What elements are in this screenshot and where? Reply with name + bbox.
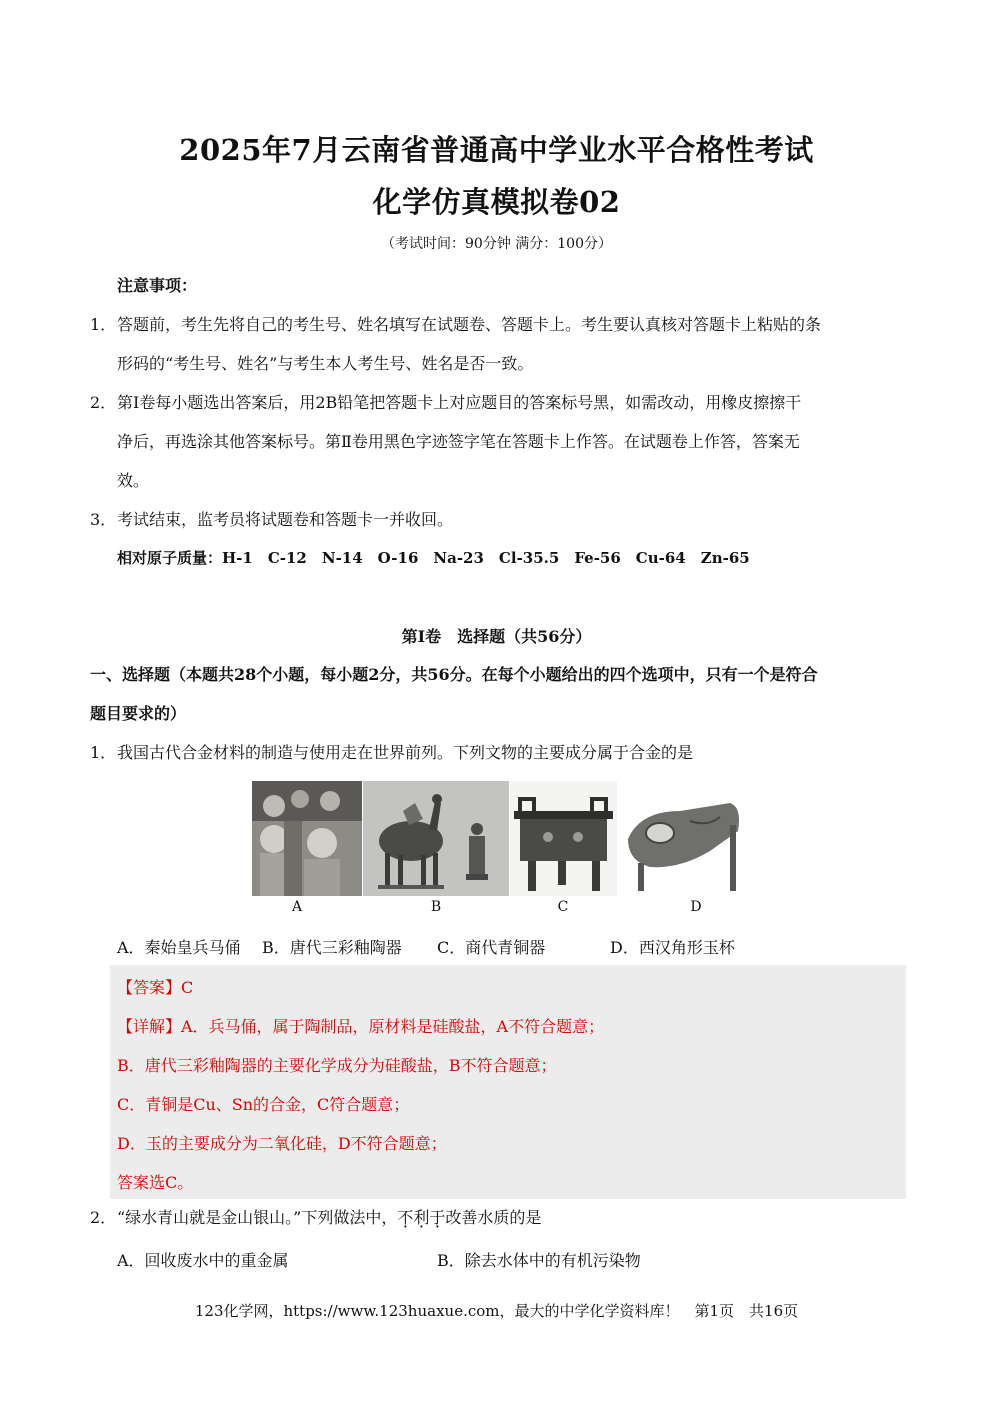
q1-explanation-2: B．唐代三彩釉陶器的主要化学成分为硅酸盐，B不符合题意； bbox=[117, 1056, 557, 1075]
q2-emph-3: 于 bbox=[429, 1208, 446, 1227]
q1-conclusion: 答案选C。 bbox=[117, 1173, 194, 1192]
q2-number: 2． bbox=[90, 1208, 117, 1227]
note-1-num: 1． bbox=[90, 315, 117, 334]
note-2-line-2: 净后，再选涂其他答案标号。第Ⅱ卷用黑色字迹签字笔在答题卡上作答。在试题卷上作答，答案无 bbox=[117, 432, 800, 451]
q1-option-a: A．秦始皇兵马俑 bbox=[117, 938, 241, 957]
note-2-line-1: 第Ⅰ卷每小题选出答案后，用2B铅笔把答题卡上对应题目的答案标号黑，如需改动，用橡皮擦擦干 bbox=[117, 393, 802, 412]
notes-heading: 注意事项： bbox=[117, 276, 198, 295]
q1-stem: 我国古代合金材料的制造与使用走在世界前列。下列文物的主要成分属于合金的是 bbox=[117, 743, 694, 762]
q2-option-b: B．除去水体中的有机污染物 bbox=[437, 1251, 641, 1270]
tang-sancai-pottery-image bbox=[363, 781, 509, 896]
image-label-a: A bbox=[291, 899, 303, 915]
terracotta-warriors-image bbox=[252, 781, 362, 896]
q1-option-b: B．唐代三彩釉陶器 bbox=[262, 938, 402, 957]
q1-explanation-3: C．青铜是Cu、Sn的合金，C符合题意； bbox=[117, 1095, 410, 1114]
q2-emph-1: 不 bbox=[397, 1208, 414, 1227]
paper-subtitle: 化学仿真模拟卷02 bbox=[372, 185, 621, 219]
note-3-num: 3． bbox=[90, 510, 117, 529]
note-2-num: 2． bbox=[90, 393, 117, 412]
image-label-b: B bbox=[430, 899, 442, 915]
section-instruction-1: 一、选择题（本题共28个小题，每小题2分，共56分。在每个小题给出的四个选项中，只有一个是符合 bbox=[90, 665, 818, 684]
section-title: 第Ⅰ卷 选择题（共56分） bbox=[401, 627, 592, 646]
section-instruction-2: 题目要求的） bbox=[90, 704, 187, 723]
q1-number: 1． bbox=[90, 743, 117, 762]
page-footer: 123化学网，https://www.123huaxue.com，最大的中学化学资料库！ 第1页 共16页 bbox=[194, 1302, 799, 1320]
q2-stem-prefix: “绿水青山就是金山银山。”下列做法中， bbox=[117, 1208, 398, 1227]
q2-emph-2: 利 bbox=[413, 1208, 430, 1227]
answer-explanation-box bbox=[110, 965, 906, 1199]
note-1-line-1: 答题前，考生先将自己的考生号、姓名填写在试题卷、答题卡上。考生要认真核对答题卡上粘贴的条 bbox=[117, 315, 822, 334]
note-3-line-1: 考试结束，监考员将试题卷和答题卡一并收回。 bbox=[117, 510, 454, 529]
image-label-c: C bbox=[557, 899, 569, 915]
exam-info: （考试时间：90分钟 满分：100分） bbox=[381, 236, 612, 252]
image-label-d: D bbox=[690, 899, 702, 915]
atomic-mass: 相对原子质量：H-1 C-12 N-14 O-16 Na-23 Cl-35.5 Fe-56 Cu-64 Zn-65 bbox=[117, 549, 750, 567]
q1-explanation-4: D．玉的主要成分为二氧化硅，D不符合题意； bbox=[117, 1134, 447, 1153]
q1-option-d: D．西汉角形玉杯 bbox=[610, 938, 735, 957]
q2-option-a: A．回收废水中的重金属 bbox=[117, 1251, 289, 1270]
han-jade-cup-image bbox=[620, 781, 745, 896]
note-2-line-3: 效。 bbox=[117, 471, 150, 490]
q1-explanation-1: 【详解】A．兵马俑，属于陶制品，原材料是硅酸盐，A不符合题意； bbox=[117, 1017, 605, 1036]
shang-bronze-vessel-image bbox=[510, 781, 617, 896]
q1-option-c: C．商代青铜器 bbox=[437, 938, 546, 957]
q2-stem bbox=[117, 1205, 541, 1228]
q1-answer: 【答案】C bbox=[117, 978, 194, 997]
exam-title: 2025年7月云南省普通高中学业水平合格性考试 bbox=[179, 133, 814, 167]
q2-stem-suffix: 改善水质的是 bbox=[445, 1208, 542, 1227]
note-1-line-2: 形码的“考生号、姓名”与考生本人考生号、姓名是否一致。 bbox=[117, 354, 534, 373]
